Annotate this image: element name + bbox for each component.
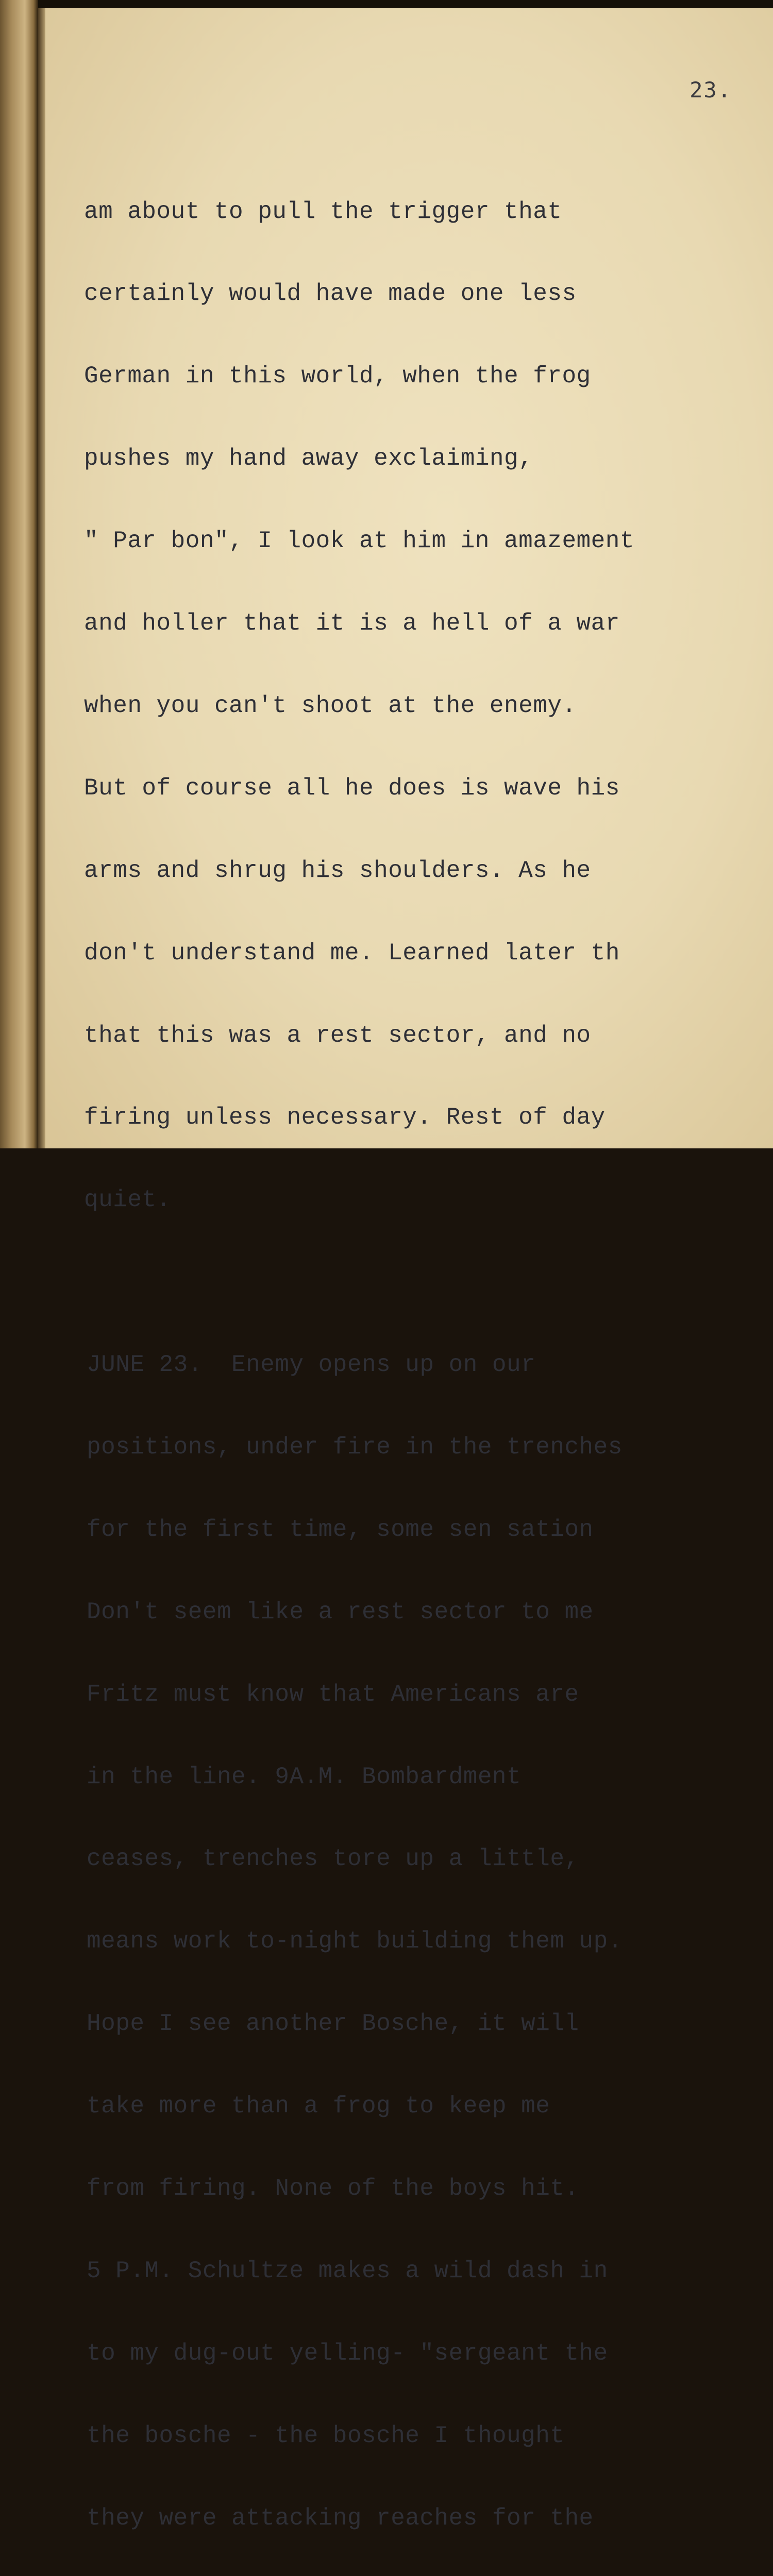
top-edge: [0, 0, 773, 8]
text-line: from firing. None of the boys hit.: [87, 2175, 579, 2202]
text-line: But of course all he does is wave his: [84, 774, 620, 802]
text-line: to my dug-out yelling- "sergeant the: [87, 2340, 608, 2367]
text-line: firing unless necessary. Rest of day: [84, 1104, 606, 1131]
text-line: they were attacking reaches for the: [87, 2504, 594, 2532]
text-line: arms and shrug his shoulders. As he: [84, 857, 591, 884]
text-line: don't understand me. Learned later th: [84, 939, 620, 967]
text-line: the bosche - the bosche I thought: [87, 2422, 565, 2449]
text-line: for the first time, some sen sation: [87, 1516, 594, 1543]
text-line: am about to pull the trigger that: [84, 198, 562, 225]
text-line: and holler that it is a hell of a war: [84, 610, 620, 637]
text-line: Hope I see another Bosche, it will: [87, 2010, 579, 2038]
text-line: ceases, trenches tore up a little,: [87, 1845, 579, 1873]
text-line: quiet.: [84, 1187, 171, 1214]
text-line: in the line. 9A.M. Bombardment: [87, 1763, 522, 1790]
text-line: when you can't shoot at the enemy.: [84, 692, 577, 719]
text-line: JUNE 23. Enemy opens up on our: [87, 1351, 536, 1379]
text-line: certainly would have made one less: [84, 280, 577, 308]
text-line: 5 P.M. Schultze makes a wild dash in: [87, 2257, 608, 2284]
book-binding: [0, 0, 38, 1148]
text-line: means work to-night building them up.: [87, 1928, 623, 1955]
text-line: positions, under fire in the trenches: [87, 1433, 623, 1461]
text-line: Fritz must know that Americans are: [87, 1681, 579, 1708]
text-line: pushes my hand away exclaiming,: [84, 445, 533, 472]
text-line: take more than a frog to keep me: [87, 2093, 550, 2120]
page-number: 23.: [690, 77, 732, 103]
page-text: [84, 143, 754, 2576]
typewritten-page: [45, 8, 773, 2532]
text-line: " Par bon", I look at him in amazement: [84, 528, 634, 555]
gutter-shadow: [38, 8, 45, 1148]
text-line: Don't seem like a rest sector to me: [87, 1598, 594, 1625]
paragraph-gap: [84, 1269, 754, 1296]
text-line: German in this world, when the frog: [84, 363, 591, 390]
text-line: that this was a rest sector, and no: [84, 1022, 591, 1049]
